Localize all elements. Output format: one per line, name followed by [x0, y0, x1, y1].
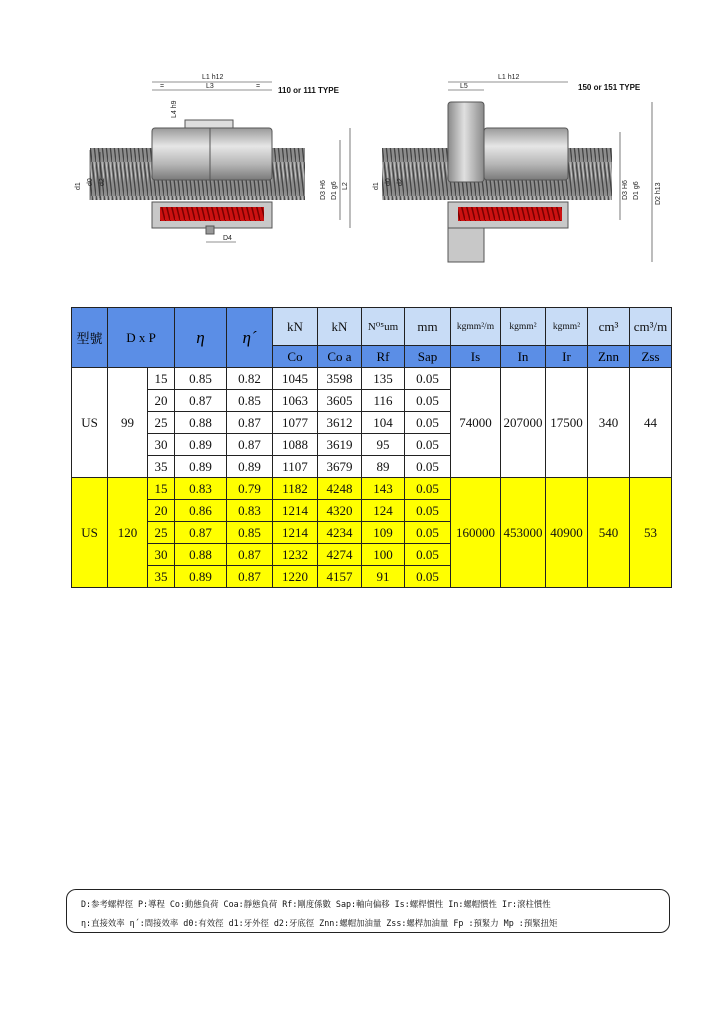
cell-co: 1045: [273, 368, 318, 390]
unit-zs: cm³/m: [630, 308, 672, 346]
cell-coa: 3619: [318, 434, 362, 456]
nut-body-right: [484, 128, 568, 180]
cell-eta: 0.83: [175, 478, 227, 500]
dim-eq1: =: [160, 83, 165, 90]
dim-l1-left: L1 h12: [202, 74, 224, 81]
cell-p: 35: [148, 566, 175, 588]
cell-rf: 100: [362, 544, 405, 566]
cell-p: 30: [148, 544, 175, 566]
cell-coa: 4248: [318, 478, 362, 500]
col-dxp: D x P: [108, 308, 175, 368]
cell-coa: 4274: [318, 544, 362, 566]
cell-rf: 91: [362, 566, 405, 588]
cell-rf: 89: [362, 456, 405, 478]
cell-model: US: [72, 478, 108, 588]
cell-rf: 104: [362, 412, 405, 434]
cell-coa: 3612: [318, 412, 362, 434]
cell-sap: 0.05: [405, 412, 451, 434]
cell-eta: 0.87: [175, 390, 227, 412]
dim-l5-right: L5: [460, 83, 468, 90]
cell-coa: 3679: [318, 456, 362, 478]
cell-p: 25: [148, 522, 175, 544]
cell-p: 35: [148, 456, 175, 478]
unit-in: kgmm²: [501, 308, 546, 346]
cell-eta2: 0.89: [227, 456, 273, 478]
cell-eta2: 0.87: [227, 544, 273, 566]
cell-co: 1182: [273, 478, 318, 500]
cell-eta2: 0.79: [227, 478, 273, 500]
cell-eta: 0.86: [175, 500, 227, 522]
cell-rf: 95: [362, 434, 405, 456]
cell-sap: 0.05: [405, 390, 451, 412]
dim-eq2: =: [256, 83, 261, 90]
unit-zn: cm³: [588, 308, 630, 346]
cell-eta: 0.89: [175, 566, 227, 588]
cell-eta2: 0.87: [227, 566, 273, 588]
dim-d3-right: D3 H6: [622, 180, 629, 200]
cell-sap: 0.05: [405, 456, 451, 478]
col-ir: Ir: [546, 346, 588, 368]
cell-p: 15: [148, 368, 175, 390]
cell-sap: 0.05: [405, 478, 451, 500]
unit-rf: N⁰⁵um: [362, 308, 405, 346]
table-row: [72, 478, 672, 500]
cell-co: 1077: [273, 412, 318, 434]
col-rf: Rf: [362, 346, 405, 368]
dim-d2h-right: D2 h13: [655, 182, 662, 205]
cell-co: 1214: [273, 500, 318, 522]
col-eta-prime: η´: [227, 308, 273, 368]
nut-body: [152, 128, 272, 180]
col-zn: Znn: [588, 346, 630, 368]
technical-drawing: [60, 60, 670, 285]
cell-eta: 0.85: [175, 368, 227, 390]
cell-ir: 40900: [546, 478, 588, 588]
cell-co: 1220: [273, 566, 318, 588]
col-model: 型號: [72, 308, 108, 368]
unit-is: kgmm²/m: [451, 308, 501, 346]
left-type-label: 110 or 111 TYPE: [278, 86, 339, 95]
cell-p: 15: [148, 478, 175, 500]
cell-sap: 0.05: [405, 522, 451, 544]
cell-co: 1107: [273, 456, 318, 478]
roller-section-right: [458, 207, 562, 221]
unit-kn-co: kN: [273, 308, 318, 346]
col-zs: Zss: [630, 346, 672, 368]
dim-d2-right: d2: [397, 178, 404, 186]
legend-box: [66, 889, 670, 933]
cell-eta: 0.88: [175, 544, 227, 566]
cell-coa: 4157: [318, 566, 362, 588]
cell-eta: 0.87: [175, 522, 227, 544]
dim-d0-right: d0: [385, 178, 392, 186]
cell-eta: 0.88: [175, 412, 227, 434]
col-coa: Co a: [318, 346, 362, 368]
dim-d1-right: d1: [373, 182, 380, 190]
cell-co: 1214: [273, 522, 318, 544]
dim-d1-left: d1: [75, 182, 82, 190]
cell-model: US: [72, 368, 108, 478]
cell-eta2: 0.85: [227, 390, 273, 412]
cell-rf: 109: [362, 522, 405, 544]
cell-d: 120: [108, 478, 148, 588]
cell-rf: 116: [362, 390, 405, 412]
cell-sap: 0.05: [405, 368, 451, 390]
cell-eta2: 0.87: [227, 434, 273, 456]
spec-table: [71, 307, 672, 588]
table-row: [72, 368, 672, 390]
cell-in: 207000: [501, 368, 546, 478]
cell-zs: 53: [630, 478, 672, 588]
cell-eta2: 0.87: [227, 412, 273, 434]
cell-p: 20: [148, 500, 175, 522]
cell-p: 20: [148, 390, 175, 412]
col-is: Is: [451, 346, 501, 368]
cell-coa: 3598: [318, 368, 362, 390]
cell-co: 1232: [273, 544, 318, 566]
cell-zn: 540: [588, 478, 630, 588]
dim-l2-left: L2: [342, 182, 349, 190]
unit-kn-coa: kN: [318, 308, 362, 346]
dim-d4-left: D4: [223, 235, 232, 242]
cell-is: 160000: [451, 478, 501, 588]
cell-coa: 4320: [318, 500, 362, 522]
cell-zs: 44: [630, 368, 672, 478]
legend-line-1: D:参考螺桿徑 P:導程 Co:動態負荷 Coa:靜態負荷 Rf:剛度係數 Sap:軸向偏移 Is:螺桿慣性 In:螺帽慣性 Ir:滾柱慣性: [81, 899, 551, 909]
dim-l1-right: L1 h12: [498, 74, 520, 81]
cell-in: 453000: [501, 478, 546, 588]
cell-eta: 0.89: [175, 434, 227, 456]
cell-sap: 0.05: [405, 544, 451, 566]
unit-mm: mm: [405, 308, 451, 346]
unit-ir: kgmm²: [546, 308, 588, 346]
cell-coa: 3605: [318, 390, 362, 412]
cell-eta2: 0.85: [227, 522, 273, 544]
cell-coa: 4234: [318, 522, 362, 544]
roller-section: [160, 207, 264, 221]
col-in: In: [501, 346, 546, 368]
dim-d1g-right: D1 g6: [633, 181, 640, 200]
header-row-units: [72, 308, 672, 346]
cell-p: 30: [148, 434, 175, 456]
cell-rf: 143: [362, 478, 405, 500]
dim-d2-left: d2: [99, 178, 106, 186]
cell-sap: 0.05: [405, 566, 451, 588]
cell-co: 1063: [273, 390, 318, 412]
cell-ir: 17500: [546, 368, 588, 478]
dim-l3-left: L3: [206, 83, 214, 90]
col-sap: Sap: [405, 346, 451, 368]
flange: [448, 102, 484, 182]
left-view: [75, 74, 350, 242]
cell-rf: 124: [362, 500, 405, 522]
cell-co: 1088: [273, 434, 318, 456]
cell-zn: 340: [588, 368, 630, 478]
legend-line-2: η:直接效率 η´:間接效率 d0:有效徑 d1:牙外徑 d2:牙底徑 Znn:螺帽加油量 Zss:螺桿加油量 Fp :預緊力 Mp :預緊扭矩: [81, 918, 558, 928]
cell-sap: 0.05: [405, 434, 451, 456]
cell-eta: 0.89: [175, 456, 227, 478]
col-co: Co: [273, 346, 318, 368]
cell-eta2: 0.82: [227, 368, 273, 390]
cell-d: 99: [108, 368, 148, 478]
right-type-label: 150 or 151 TYPE: [578, 83, 641, 92]
right-view: [373, 74, 662, 262]
cell-rf: 135: [362, 368, 405, 390]
dim-d3-left: D3 H6: [320, 180, 327, 200]
cell-is: 74000: [451, 368, 501, 478]
col-eta: η: [175, 308, 227, 368]
dim-l4-left: L4 h9: [171, 100, 178, 118]
cell-eta2: 0.83: [227, 500, 273, 522]
dim-d1g-left: D1 g6: [331, 181, 338, 200]
dim-d0-left: d0: [87, 178, 94, 186]
cell-p: 25: [148, 412, 175, 434]
cell-sap: 0.05: [405, 500, 451, 522]
